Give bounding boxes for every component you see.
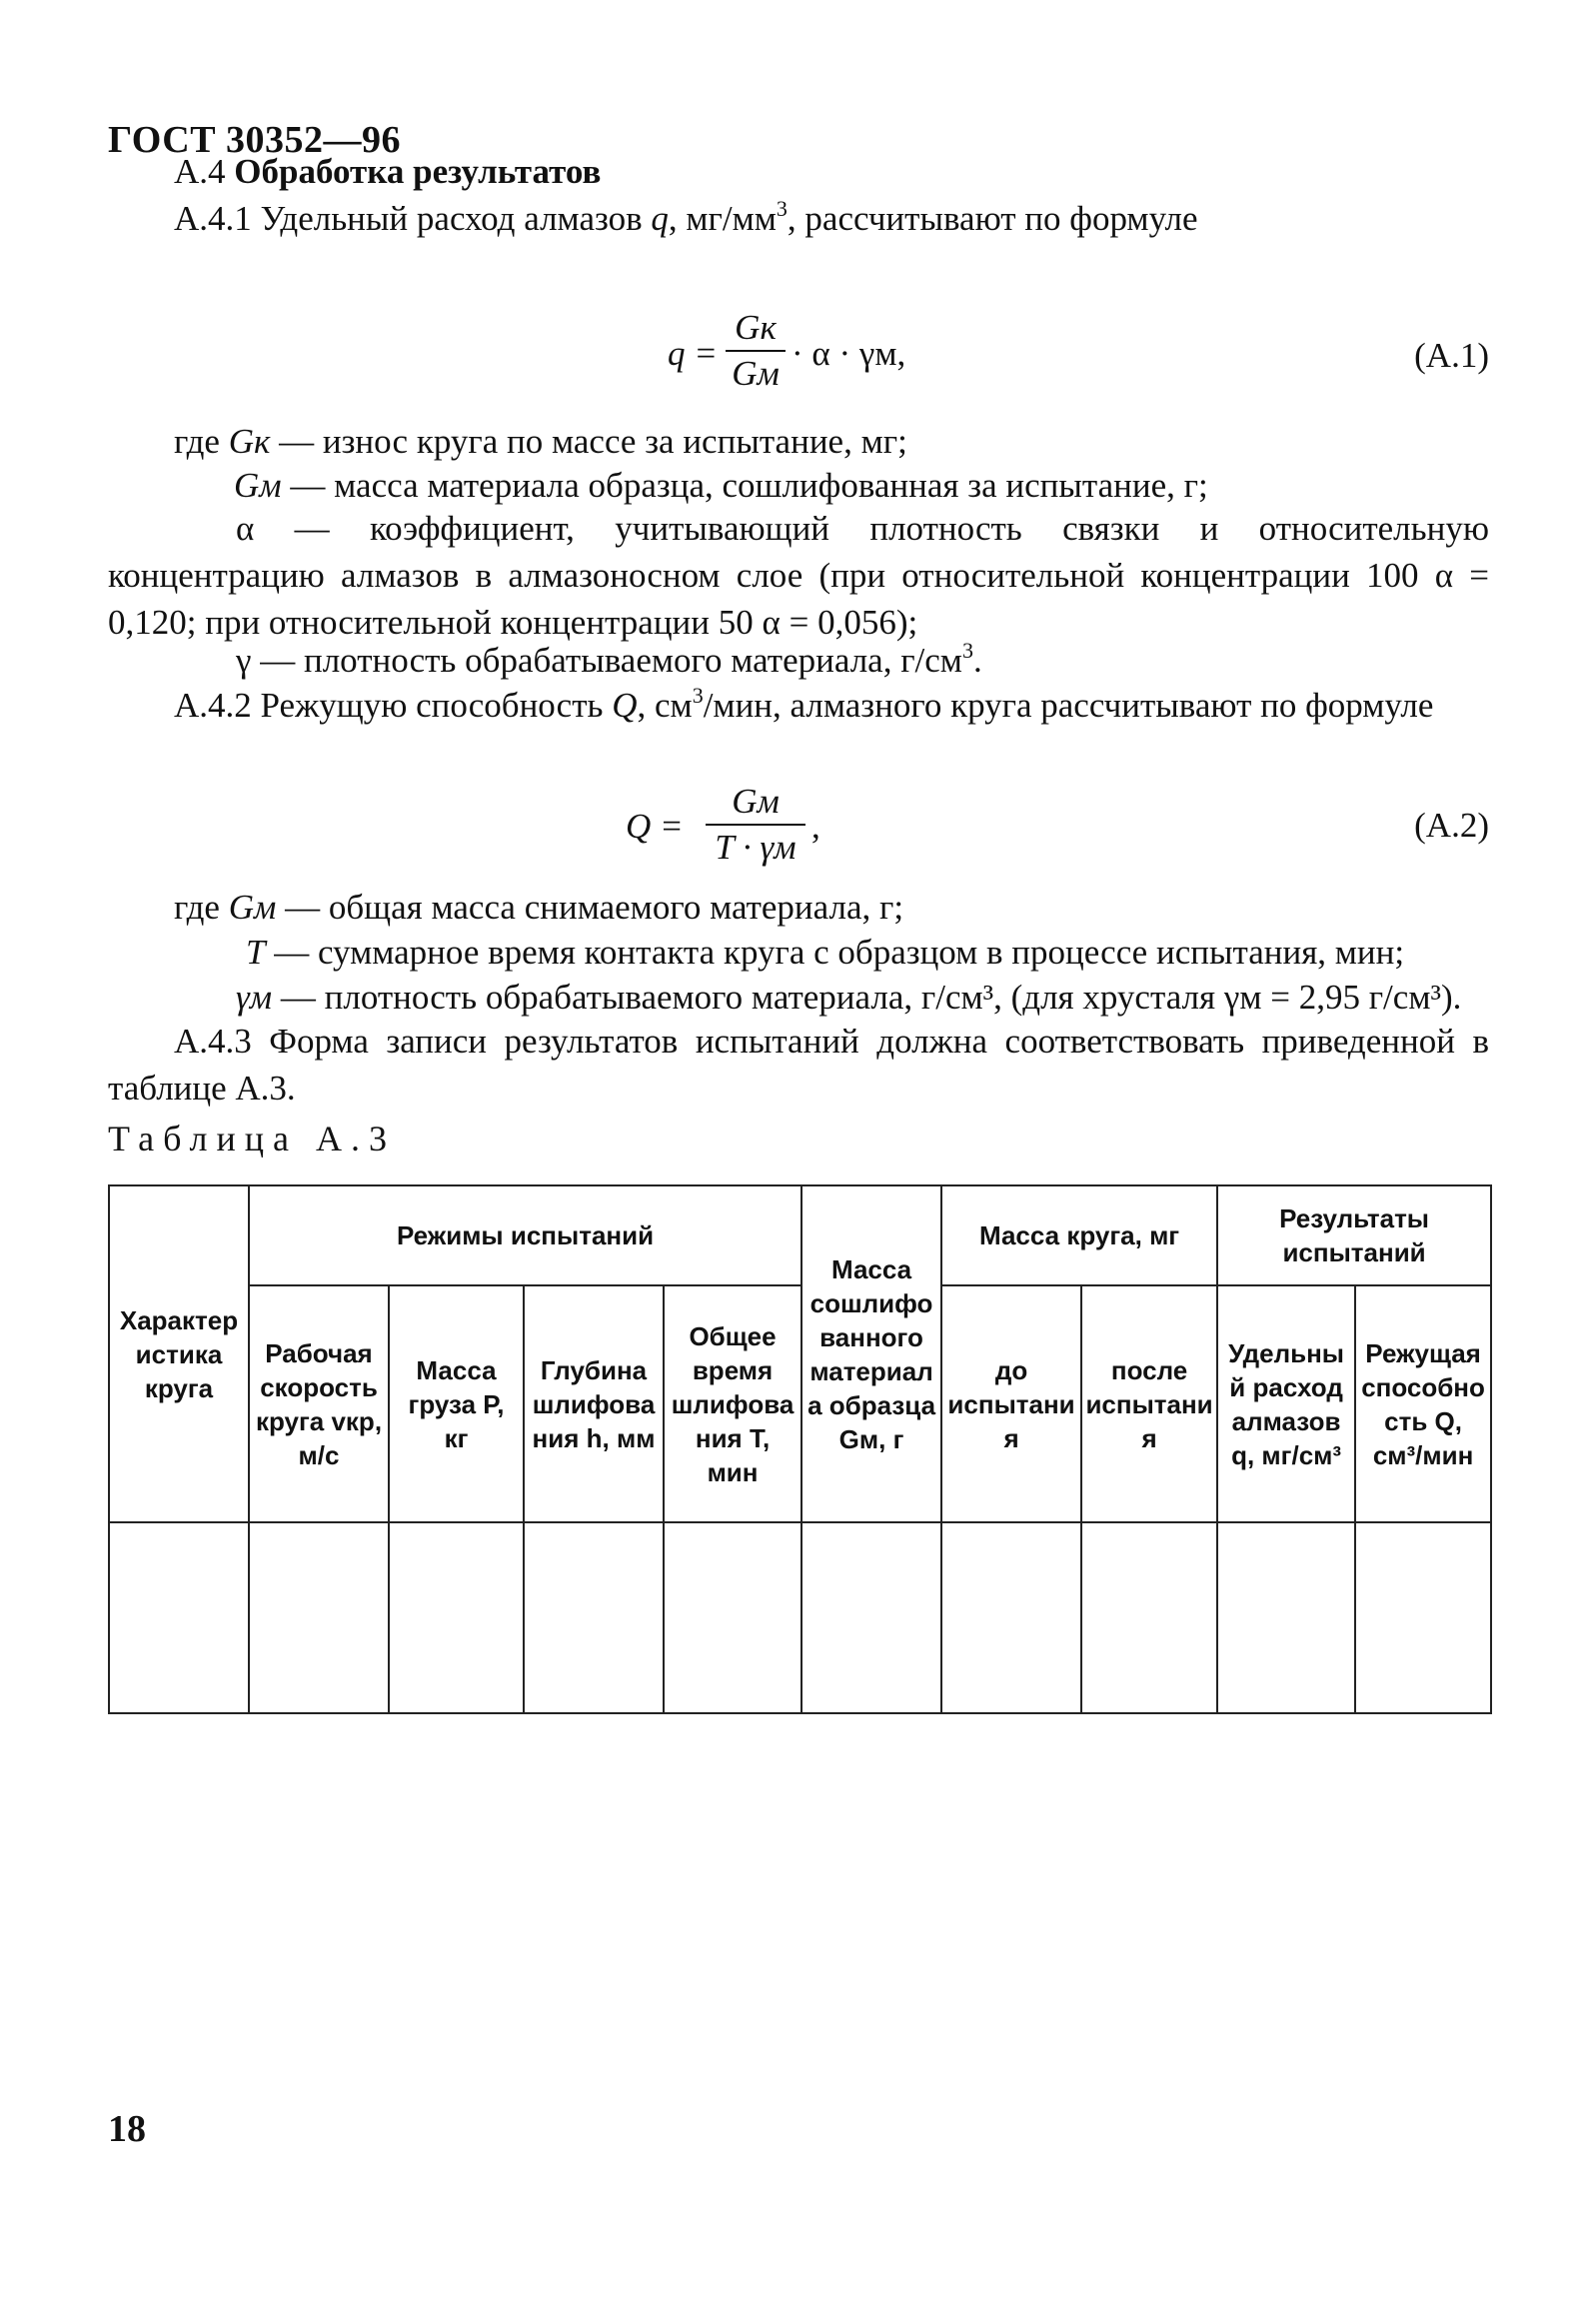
where2-gamma (236, 974, 1461, 1021)
a42-text-before: Режущую способность (260, 686, 604, 725)
where1-gk-text: — износ круга по массе за испытание, мг; (279, 422, 907, 461)
a42-text-after: /мин, алмазного круга рассчитывают по формуле (703, 686, 1434, 725)
section-a4-number: А.4 (174, 152, 226, 191)
table-header-test-modes: Режимы испытаний (249, 1185, 801, 1285)
where1-gk-symbol: Gк (228, 422, 271, 461)
a41-var: q (651, 199, 669, 238)
formula-a2-denominator: T · γм (715, 828, 797, 867)
where2-t-text: — суммарное время контакта круга с образцом в процессе испытания, мин; (274, 933, 1405, 972)
table-header-time: Общее время шлифования T, мин (664, 1285, 801, 1522)
formula-a1-denominator: Gм (732, 354, 780, 393)
table-caption: Таблица А.3 (108, 1119, 396, 1158)
table-header-load: Масса груза P, кг (389, 1285, 524, 1522)
where1-gm-symbol: Gм (234, 466, 282, 505)
table-header-cutting-ability: Режущая способность Q, см³/мин (1355, 1285, 1491, 1522)
paragraph-a43 (108, 1018, 1489, 1112)
a42-unit: , см (637, 686, 693, 725)
table-header-results: Результаты испытаний (1217, 1185, 1491, 1285)
formula-a2-rhs: , (811, 807, 820, 846)
table-header-depth: Глубина шлифования h, мм (524, 1285, 664, 1522)
section-a4-title: Обработка результатов (234, 152, 602, 191)
section-a4-heading (174, 148, 601, 195)
a41-number: А.4.1 (174, 199, 252, 238)
formula-a2-numerator: Gм (732, 782, 780, 821)
where1-gk (174, 418, 907, 465)
a42-number: А.4.2 (174, 686, 252, 725)
table-header-before: до испытания (941, 1285, 1081, 1522)
where2-t (246, 929, 1404, 976)
a43-text: Форма записи результатов испытаний должна соответствовать приведенной в таблице А.3. (108, 1022, 1489, 1108)
formula-a2-lhs: Q = (626, 807, 684, 846)
formula-a1-numerator: Gк (735, 308, 777, 347)
formula-a2-label: (А.2) (1414, 806, 1489, 845)
formula-a2-fraction (706, 782, 805, 868)
paragraph-a41: А.4.1 Удельный расход алмазов q, $мг/мм^3$, рассчитывают по формуле (174, 196, 1198, 238)
page-number: 18 (108, 2108, 146, 2150)
where2-gm-symbol: Gм (228, 888, 277, 927)
where2-t-symbol: T (246, 933, 266, 972)
standard-header: ГОСТ 30352—96 (108, 119, 402, 161)
table-header-after: после испытания (1081, 1285, 1217, 1522)
where2-gm (174, 884, 903, 931)
where2-gamma-text: — плотность обрабатываемого материала, г/см³, (для хрусталя γм = 2,95 г/см³). (280, 978, 1462, 1017)
where2-prefix: где (174, 888, 220, 927)
gamma-definition: γ — плотность обрабатываемого материала, $г/см^3$. (236, 638, 982, 680)
formula-a1-lhs: q = (668, 334, 718, 373)
gamma-text: γ — плотность обрабатываемого материала, г/см (236, 641, 962, 680)
where2-gm-text: — общая масса снимаемого материала, г; (285, 888, 904, 927)
formula-a1-label: (А.1) (1414, 336, 1489, 375)
formula-a1-rhs: · α · γм, (792, 334, 906, 373)
alpha-definition: α — коэффициент, учитывающий плотность связки и относительную концентрацию алмазов в алмазоносном слое (при относительной концентрации 100 α = 0,120; при относительной концентрации 50 α = 0,056); (108, 509, 1489, 642)
paragraph-a42: А.4.2 Режущую способность Q, $см^3$/мин, алмазного круга рассчитывают по формуле (174, 683, 1434, 725)
table-header-mass-removed: Масса сошлифованного материала образца Gм, г (801, 1185, 941, 1522)
where1-gm (234, 462, 1208, 509)
formula-a1-fraction (726, 308, 786, 394)
table-header-characteristic: Характеристика круга (109, 1185, 249, 1522)
results-table (108, 1184, 1492, 1714)
table-header-wheel-mass: Масса круга, мг (941, 1185, 1217, 1285)
a41-text-after: , рассчитывают по формуле (787, 199, 1198, 238)
where1-prefix: где (174, 422, 220, 461)
where2-gamma-symbol: γм (236, 978, 273, 1017)
table-row (109, 1522, 1491, 1713)
a43-number: А.4.3 (174, 1022, 252, 1061)
table-header-speed: Рабочая скорость круга vкр, м/с (249, 1285, 389, 1522)
where1-gm-text: — масса материала образца, сошлифованная за испытание, г; (290, 466, 1208, 505)
table-header-specific-consumption: Удельный расход алмазов q, мг/см³ (1217, 1285, 1355, 1522)
a41-unit: , мг/мм (668, 199, 777, 238)
a42-var: Q (612, 686, 638, 725)
a41-text-before: Удельный расход алмазов (260, 199, 643, 238)
